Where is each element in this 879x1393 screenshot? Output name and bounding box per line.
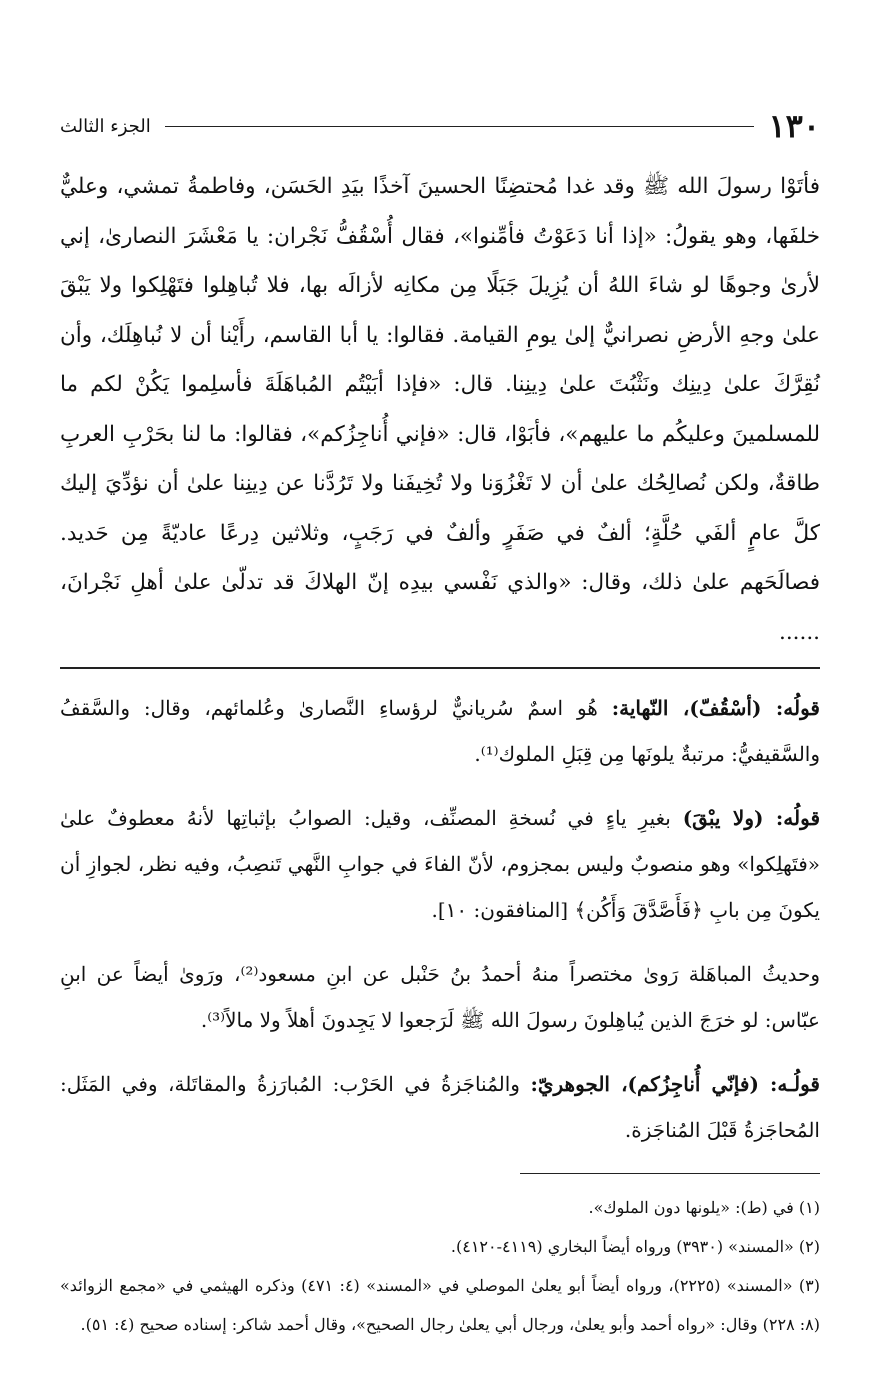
- commentary-paragraph-3: [60, 951, 820, 1043]
- book-page: [60, 100, 820, 1344]
- footnote-2: (٢) «المسند» (٣٩٣٠) ورواه أيضاً البخاري (٤١١٩-٤١٢٠).: [450, 1237, 820, 1256]
- page-number: ١٣٠: [768, 107, 820, 145]
- footnote-rule: [520, 1173, 820, 1174]
- commentary-text-3: وحديثُ المباهَلة رَوىٰ مختصراً منهُ أحمدُ بنُ حَنْبل عن ابنِ مسعود⁽²⁾، ورَوىٰ أيضاً عن ابنِ عبّاس: لو خرَجَ الذين يُباهِلونَ رسولَ الله ﷺ لَرَجعوا لا يَجِدونَ أهلاً ولا مالاً⁽³⁾.: [60, 962, 820, 1032]
- commentary-lead-2: قولُه: (ولا يبْقَ): [682, 806, 821, 830]
- page-header: [60, 100, 820, 152]
- commentary-lead-1: قولُه: (أسْقُفّ)، النّهاية:: [611, 696, 820, 720]
- commentary-paragraph-4: [60, 1061, 820, 1153]
- commentary-section: [60, 685, 820, 1153]
- commentary-text-4: والمُناجَزةُ في الحَرْب: المُبارَزةُ والمقاتَلة، وفي المَثَل: المُحاجَزةُ قَبْلَ المُناجَزة.: [60, 1072, 820, 1142]
- header-rule: [165, 126, 755, 127]
- running-head: الجزء الثالث: [60, 115, 151, 137]
- commentary-paragraph-1: [60, 685, 820, 777]
- main-text: [60, 162, 820, 657]
- footnote-1: (١) في (ط): «يلونها دون الملوك».: [588, 1198, 820, 1217]
- commentary-text-1: هُو اسمٌ سُريانيٌّ لرؤساءِ النَّصارىٰ وعُلمائهم، وقال: والسَّقفُ والسَّقيفيُّ: مرتبةٌ يلونَها مِن قِبَلِ الملوك⁽¹⁾.: [60, 696, 820, 766]
- commentary-text-2: بغيرِ ياءٍ في نُسخةِ المصنِّف، وقيل: الصوابُ بإثباتِها لأنهُ معطوفٌ علىٰ «فتَهلِكوا» وهو منصوبٌ وليس بمجزوم، لأنّ الفاءَ في جوابِ النَّهي تَنصِبُ، وفيه نظر، لجوازِ أن يكونَ مِن بابِ ﴿فَأَصَّدَّقَ وَأَكُن﴾ [المنافقون: ١٠].: [60, 806, 820, 922]
- commentary-lead-4: قولُـه: (فإنّي أُناجِزُكم)، الجوهريّ:: [530, 1072, 820, 1096]
- footnotes: [60, 1188, 820, 1344]
- footnote-3: (٣) «المسند» (٢٢٢٥)، ورواه أيضاً أبو يعلىٰ الموصلي في «المسند» (٤: ٤٧١) وذكره الهيثمي في «مجمع الزوائد» (٨: ٢٢٨) وقال: «رواه أحمد وأبو يعلىٰ، ورجال أبي يعلىٰ رجال الصحيح»، وقال أحمد شاكر: إسناده صحيح (٤: ٥١).: [60, 1276, 820, 1334]
- commentary-paragraph-2: [60, 795, 820, 933]
- main-paragraph: فأتَوْا رسولَ الله ﷺ وقد غدا مُحتضِنًا الحسينَ آخذًا بيَدِ الحَسَن، وفاطمةُ تمشي، وعليٌّ خلفَها، وهو يقولُ: «إذا أنا دَعَوْتُ فأمِّنوا»، فقال أُسْقُفُّ نَجْران: يا مَعْشَرَ النصارىٰ، إني لأرىٰ وجوهًا لو شاءَ اللهُ أن يُزِيلَ جَبَلًا مِن مكانِه لأزالَه بها، فلا تُباهِلوا فتَهْلِكوا ولا يَبْقَ علىٰ وجهِ الأرضِ نصرانيٌّ إلىٰ يومِ القيامة. فقالوا: يا أبا القاسم، رأَيْنا أن لا نُباهِلَك، وأن نُقِرَّكَ علىٰ دِينِك ونَثْبُتَ علىٰ دِينِنا. قال: «فإذا أبَيْتُم المُباهَلَةَ فأسلِموا يَكُنْ لكم ما للمسلمينَ وعليكُم ما عليهم»، فأبَوْا، قال: «فإني أُناجِزُكم»، فقالوا: ما لنا بحَرْبِ العربِ طاقةٌ، ولكن نُصالِحُك علىٰ أن لا تَغْزُوَنا ولا تُخِيفَنا ولا تَرُدَّنا عن دِينِنا علىٰ أن نؤدِّيَ إليك كلَّ عامٍ ألفَي حُلَّةٍ؛ ألفٌ في صَفَرٍ وألفٌ في رَجَبٍ، وثلاثين دِرعًا عاديّةً مِن حَديد. فصالَحَهم علىٰ ذلك، وقال: «والذي نَفْسي بيدِه إنّ الهلاكَ قد تدلّىٰ علىٰ أهلِ نَجْرانَ، ......: [60, 174, 820, 645]
- text-commentary-separator: [60, 667, 820, 669]
